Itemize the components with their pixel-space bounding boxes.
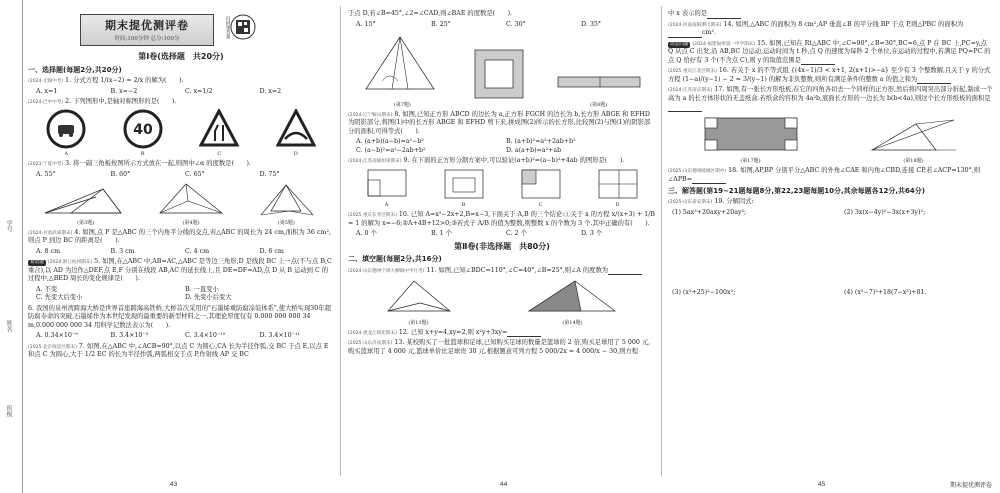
question-source: (2024·江苏南通如皋期末) (348, 159, 402, 164)
option[interactable]: C. 2 个 (506, 230, 527, 237)
no-vehicle-sign-icon (46, 109, 86, 149)
figure-caption: (第7题) (393, 101, 411, 108)
sign-b[interactable] (123, 109, 163, 159)
figure-caption: (第3题) (77, 219, 95, 226)
page-number-44: 44 (500, 481, 508, 489)
question-6 (28, 305, 334, 331)
option[interactable]: B. 25° (431, 20, 451, 28)
option[interactable]: A. 不变 (36, 285, 58, 293)
question-text: 18. 如图,AP,BP 分别平分△ABC 的外角∠CAE 和内角∠CBD,连接 CP,若∠ACP=130°,则∠APB= (668, 167, 981, 183)
answer-blank[interactable] (668, 31, 702, 38)
question-source: (2025·山东德州陵城区期中) (668, 169, 727, 174)
question-13 (348, 339, 656, 356)
sidebar-label-student-id: 学号 (5, 220, 13, 232)
cut-corner-board-diagram (701, 114, 801, 156)
option[interactable]: D. x=2 (259, 87, 282, 95)
question-12 (348, 329, 656, 338)
question-source: (2025·山东济南期末) (348, 341, 393, 347)
option: D (615, 202, 620, 209)
sign-a[interactable] (46, 109, 86, 159)
column-divider (661, 6, 662, 476)
question-19 (668, 198, 994, 207)
figure-9d[interactable] (597, 168, 639, 210)
option[interactable]: C. 30° (506, 20, 526, 28)
footer-label: 期末提优测评卷 (949, 481, 992, 489)
figure-caption: (第11题) (408, 319, 429, 326)
rectangle-strip-diagram (556, 69, 642, 99)
option[interactable]: A. 0 个 (356, 230, 377, 237)
question-5 (28, 258, 334, 284)
exam-subtitle: 时间:100分钟 总分:100分 (114, 35, 180, 42)
sign-c[interactable] (199, 109, 239, 159)
square-split-diagram (597, 168, 639, 200)
page-number-43: 43 (170, 481, 178, 489)
question-source: (2024·甘肃武威期末) (28, 230, 73, 236)
figure-14 (525, 277, 621, 327)
question-source: (2024·无锡中考) (28, 79, 64, 85)
speed-limit-text: 40 (133, 121, 153, 138)
question-10 (348, 211, 656, 228)
question-source: (2025·山东泰安期末) (668, 200, 713, 206)
figure-caption: (第14题) (562, 319, 583, 326)
sidebar-label-name: 姓名 (5, 320, 13, 332)
question-source: (2024·江苏南京期末) (668, 88, 713, 93)
part-2-heading: 第Ⅱ卷(非选择题 共80分) (454, 241, 550, 251)
question-19-parts-row2 (672, 289, 994, 298)
question-7 (28, 343, 334, 360)
option[interactable]: C. 4 cm (185, 247, 210, 255)
question-18 (668, 167, 994, 184)
answer-blank[interactable] (801, 58, 835, 65)
option: A (384, 202, 389, 209)
question-source: (2024·辽宁鞍山期末) (348, 112, 393, 118)
option[interactable]: A. 0.34×10⁻⁹ (36, 332, 78, 340)
question-text: 17. 如图,有一张长方形纸板,在它的四角各切去一个同样的正方形,然后将四周突出部分折起,制成一个高为 a 的长方体形状的无盖纸盒.若纸盒的容积为 4a²b,底面长方形的一边长为 b(b<4a),则这个长方形纸板的面积是 (668, 86, 993, 102)
question-2-signs (28, 109, 334, 159)
option[interactable]: D. 6 cm (259, 247, 284, 255)
question-3 (28, 160, 334, 169)
answer-blank[interactable] (692, 177, 726, 184)
square-split-diagram (520, 168, 562, 200)
figure-8-1 (471, 46, 527, 109)
question-text: 5. 如图,在△ABC 中,AB=AC,△ABC 是等边三角形,D 是线段 BC 上一点(不与点 B,C 重合),以 AD 为边作△DEF,点 E,F 分别在线段 AB,AC 的延长线上,且 DE=DF=AD,点 D 从 B 运动到 C 的过程中,△BED 周长的变化规律是( ). (28, 258, 332, 283)
question-17 (668, 86, 994, 112)
question-text: 7. 如图,在△ABC 中,∠ACB=90°,以点 C 为圆心,CA 长为半径作弧,交 BC 于点 E,以点 E 和点 C 为圆心,大于 1/2 EC 的长为半径作弧,两弧相交于点 P,作射线 AP 交 BC (28, 342, 329, 359)
question-text: 3. 将一副三角板按图所示方式放在一起,则图中∠α 的度数是( ). (65, 160, 252, 168)
question-text: 1. 分式方程 1/(x−2) = 2/x 的解为( ). (65, 77, 184, 85)
answer-space[interactable] (668, 217, 994, 287)
question-source: (2025·重庆长寿区期末) (348, 213, 397, 218)
bumpy-road-sign-icon (276, 109, 316, 149)
option: D (293, 151, 298, 158)
option[interactable]: A. 15° (356, 20, 376, 28)
question-text: 中 x 表示的是 (668, 10, 708, 17)
question-8-options (356, 138, 656, 155)
question-11 (348, 267, 656, 276)
figure-5 (251, 181, 321, 227)
question-text: 11. 如图,已知∠BDC=110°,∠C=40°,∠B=25°,则∠A 的度数为 (426, 266, 609, 274)
figure-3 (41, 185, 131, 227)
question-text: 于点 D,若∠B=45°,∠2=∠CAD,则∠BAE 的度数是( ). (348, 10, 513, 17)
figure-caption: (第5题) (277, 219, 295, 226)
question-7-options (356, 21, 656, 30)
figure-caption: (第4题) (182, 219, 200, 226)
question-text: 4. 如图,点 P 是△ABC 的三个内角平分线的交点,若△ABC 的周长为 24 cm,面积为 36 cm²,则点 P 到边 BC 的距离是( ). (28, 228, 331, 245)
question-text: 19. 分解因式: (714, 198, 754, 206)
qr-seal[interactable] (224, 14, 256, 40)
qr-code-icon (230, 14, 256, 40)
sub-question: (4) (x²−7)²+18(7−x²)+81. (844, 289, 927, 297)
option[interactable]: B. 3 cm (110, 247, 135, 255)
question-2 (28, 98, 334, 107)
option[interactable]: D. 3 个 (581, 230, 603, 237)
option[interactable]: B. 3.4×10⁻⁹ (110, 332, 149, 340)
figure-caption: (第18题) (903, 158, 924, 165)
question-text: 6. 我国的泉州湾跨海大桥是世界首座跨海高铁桥,大桥首次采用的"石墨烯重防腐涂装体系",使大桥实现30年超防腐寿命的突破,石墨烯作为本世纪发现的最重要的新型材料之一,其理论厚度仅有 0.000 000 000 34 m,0.000 000 000 34 用科学记数法表示为( ). (28, 304, 331, 329)
sub-question: (1) 5ax²+20axy+20ay²; (672, 208, 747, 216)
question-source: (2025·重庆江北区期末) (668, 69, 717, 74)
compass-construction-diagram (362, 31, 442, 99)
question-1 (28, 77, 334, 86)
option[interactable]: B. 一直变小 (185, 285, 219, 293)
incenter-triangle-diagram (156, 181, 226, 217)
option: B (140, 151, 145, 158)
question-19-parts-row1 (672, 209, 994, 218)
question-text: 10. 已知 A=x²−2x+2,B=x−3,下面关于 A,B 的三个结论:①关于 x 的方程 x/(x+3) + 1/B = 1 的解为 x=−6;②A+4B+12>0;③若式子 A/B 的值为整数,则整数 x 的个数为 3 个.其中正确的有( ). (348, 211, 656, 227)
question-source: (2023·宁夏中考) (28, 162, 64, 168)
column-divider (340, 6, 341, 476)
option[interactable]: A. (a+b)(a−b)=a²−b² (356, 138, 424, 145)
question-text: 13. 某校购买了一批篮球和足球,已知购买足球的数量是篮球的 2 倍,购买足球用了 5 000 元,购买篮球用了 4 000 元,篮球单价比足球贵 30 元.根据题意可列方程 5 000/2x = 4 000/x − 30,则方程 (348, 339, 651, 355)
option[interactable]: B. 60° (110, 170, 131, 178)
road-narrows-sign-icon (199, 109, 239, 149)
page-44 (348, 0, 656, 358)
qr-seal-label: 扫码领答案 (225, 15, 231, 39)
figure-9b[interactable] (443, 168, 485, 210)
square-split-diagram (443, 168, 485, 200)
option[interactable]: C. (a−b)²=a²−2ab+b² (356, 146, 426, 154)
answer-blank[interactable] (917, 77, 951, 84)
figure-9a[interactable] (366, 168, 408, 210)
question-source: (2024·河南南阳淅川期末) (668, 22, 722, 28)
option[interactable]: D. 3.4×10⁻¹¹ (259, 332, 301, 340)
question-source: (2024·巴中中考) (28, 100, 64, 106)
question-5-options (36, 286, 334, 303)
question-source: (2024·福建福州第一中学期末) (692, 41, 756, 47)
part-1-heading: 第Ⅰ卷(选择题 共20分) (138, 52, 224, 61)
question-text: 2. 下列图形中,是轴对称图形的是( ). (65, 98, 177, 106)
question-10-options (356, 230, 656, 239)
option[interactable]: D. 先变小后变大 (185, 294, 232, 302)
question-text: 15. 如图,已知在 Rt△ABC 中,∠C=90°,∠B=30°,BC=6,点 P 在 BC 上,PC=y,点 Q 从点 C 出发,沿 AB,BC 边运动,运动时间为 t 秒,点 Q 的速度为每秒 2 个单位,在运动的过程中,若满足 PQ=PC 的点 Q 恰好有 3 个(不含点 C),则 y 的取值范围是 (668, 39, 991, 64)
question-9 (348, 157, 656, 166)
binding-margin (0, 0, 23, 493)
question-text: 9. 在下面的正方形分割方案中,可以验证(a+b)²=(a−b)²+4ab 的图形是( ). (403, 157, 625, 164)
section-2-heading: 二、填空题(每题2分,共16分) (348, 255, 442, 264)
section-1-heading: 一、选择题(每题2分,共20分) (28, 65, 122, 74)
figure-17 (701, 114, 801, 166)
option: A (64, 151, 69, 158)
sub-question: (3) (x²+25)²−100x²; (672, 289, 736, 297)
equilateral-triangle-diagram (251, 181, 321, 217)
difficulty-badge: 动态问题 (670, 41, 689, 47)
sign-d[interactable] (276, 109, 316, 159)
question-source: (2024·山东德州宁津大柳镇中学月考) (348, 268, 425, 274)
question-9-figures (348, 168, 656, 210)
option[interactable]: C. 3.4×10⁻¹⁰ (185, 332, 226, 340)
figures-17-18 (668, 114, 994, 166)
triangle-set-diagram (41, 185, 131, 217)
option[interactable]: A. 8 cm (36, 247, 61, 255)
question-14 (668, 21, 994, 38)
question-text: 16. 若关于 x 的不等式组 {(4x−1)/3 < x+1, 2(x+1)>−a} 至少有 3 个整数解,且关于 y 的分式方程 (1−a)/(y−1) − 2 = 3/(y−1) 的解为非负整数,则所有满足条件的整数 a 的值之和为 (668, 67, 991, 83)
question-1-options (36, 88, 334, 97)
question-source: (2025·北京海淀区期末) (28, 344, 77, 350)
question-4 (28, 229, 334, 246)
figures-7-8 (348, 31, 656, 109)
question-8 (348, 111, 656, 137)
answer-blank[interactable] (608, 268, 642, 275)
question-16 (668, 67, 994, 84)
option[interactable]: D. a(a+b)=a²+ab (506, 146, 562, 154)
figure-7 (362, 31, 442, 109)
sidebar-label-class: 班级 (5, 405, 13, 417)
question-source: (2024·黑龙江绥化期末) (348, 330, 397, 336)
question-13-continued (668, 10, 994, 19)
option[interactable]: C. x=1/2 (185, 87, 213, 95)
figure-8-2 (556, 69, 642, 109)
angle-bisector-diagram (866, 114, 962, 156)
unit-label: cm². (702, 29, 717, 36)
figure-caption: (第8题) (590, 101, 608, 108)
shaded-triangle-diagram (525, 277, 621, 317)
option[interactable]: B. 1 个 (431, 230, 452, 237)
page-43 (28, 0, 334, 362)
answer-blank[interactable] (668, 105, 702, 112)
option: C (538, 202, 543, 209)
option[interactable]: B. x=−2 (110, 87, 138, 95)
figure-18 (866, 114, 962, 166)
option: C (217, 151, 222, 158)
sub-question: (2) 3x(x−4y)²−3x(x+3y)²; (844, 208, 926, 216)
answer-blank[interactable] (507, 330, 541, 337)
figure-11 (384, 277, 454, 327)
figures-3-5 (28, 181, 334, 227)
question-text: 8. 如图,已知正方形 ABCD 的边长为 a,正方形 FGCH 的边长为 b,长方形 ABGE 和 EFHD 为阴影部分,将图(1)中的长方形 ABGE 和 EFHD 剪下来,拼成图(2)所示的长方形,比较图(2)与图(1)的阴影部分的面积,可得等式( ). (348, 110, 651, 135)
difficulty-badge: 易错题 (30, 260, 44, 266)
exam-title: 期末提优测评卷 (105, 19, 189, 32)
question-7-continued (348, 10, 656, 19)
page-number-45: 45 (818, 481, 826, 489)
option[interactable]: B. (a+b)²=a²+2ab+b² (506, 138, 576, 145)
figure-4 (156, 181, 226, 227)
square-split-diagram (366, 168, 408, 200)
figure-caption: (第17题) (740, 158, 761, 165)
option[interactable]: A. 55° (36, 170, 56, 178)
page-45 (668, 0, 994, 298)
option[interactable]: D. 35° (581, 20, 601, 28)
question-text: 12. 已知 x+y=4,xy=2,则 x²y+3xy= (398, 328, 508, 336)
question-3-options (36, 171, 334, 180)
square-frame-diagram (471, 46, 527, 106)
section-3-heading: 三、解答题(第19~21题每题8分,第22,23题每题10分,其余每题各12分,共64分) (668, 187, 925, 195)
option[interactable]: A. x=1 (36, 87, 58, 95)
option[interactable]: C. 先变大后变小 (36, 294, 83, 302)
option[interactable]: D. 75° (259, 170, 280, 178)
concave-quadrilateral-diagram (384, 277, 454, 317)
question-15 (668, 40, 994, 66)
option: B (461, 202, 466, 209)
exam-title-box (80, 14, 214, 46)
question-source: (2024·浙江杭州期末) (47, 260, 93, 266)
question-6-options (36, 332, 334, 341)
question-4-options (36, 248, 334, 257)
figure-9c[interactable] (520, 168, 562, 210)
answer-blank[interactable] (707, 12, 741, 19)
figures-11-14 (348, 277, 656, 327)
speed-limit-sign-icon (123, 109, 163, 149)
option[interactable]: C. 65° (185, 170, 205, 178)
question-text: 14. 如图,△ABC 的面积为 8 cm²,AP 垂直∠B 的平分线 BP 于点 P,则△PBC 的面积为 (723, 20, 964, 28)
